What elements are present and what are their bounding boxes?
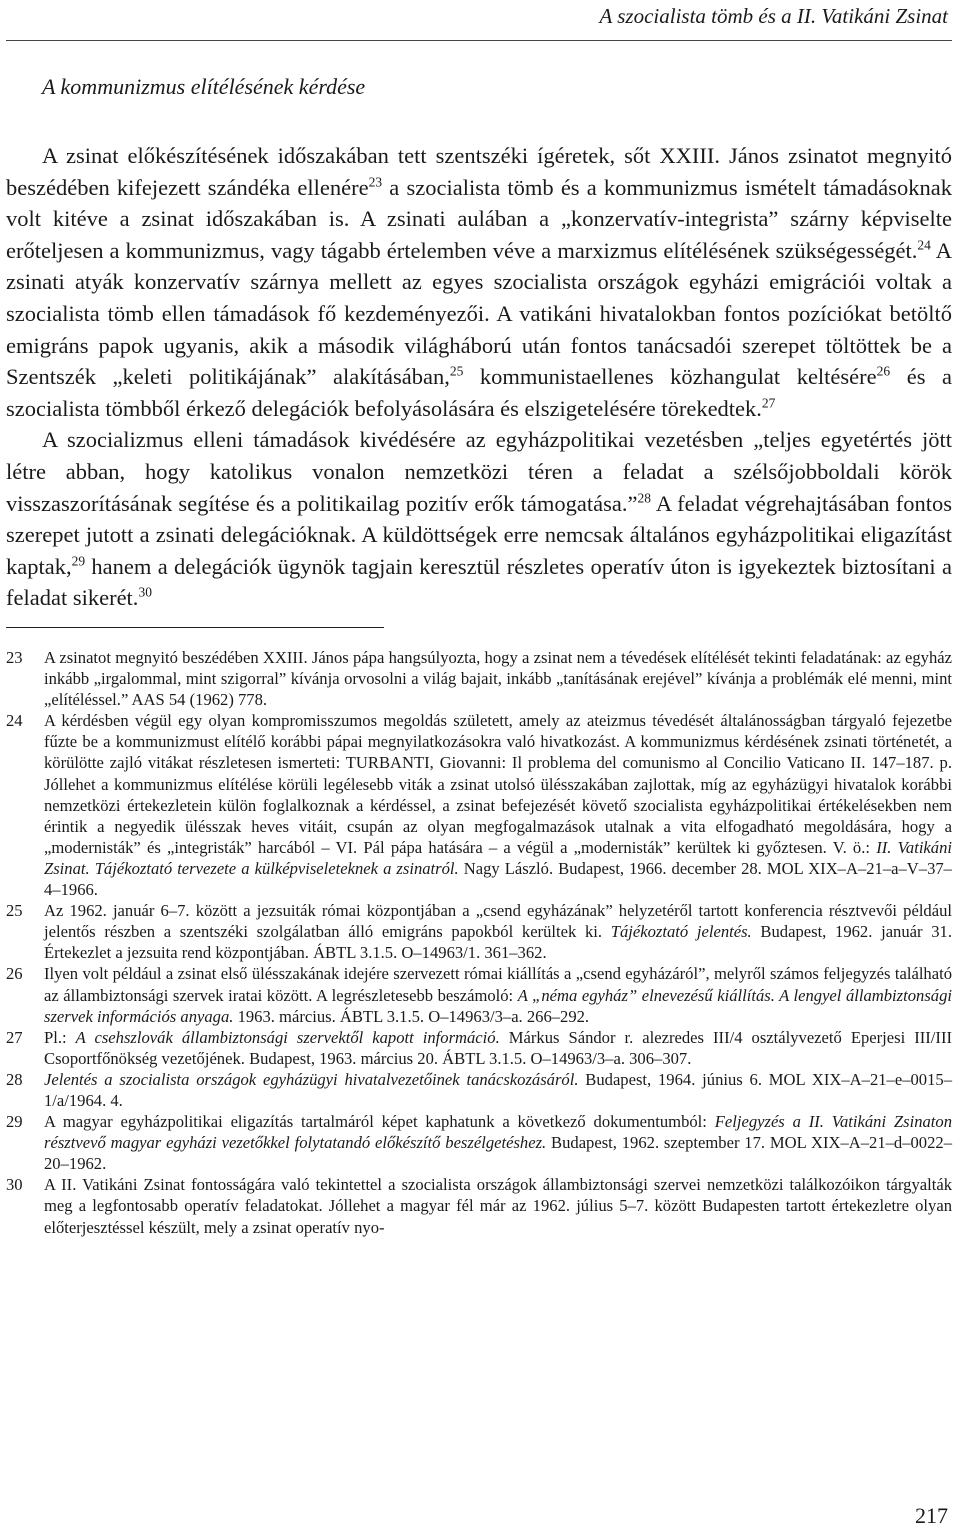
italic-title: Feljegyzés a II. Vatikáni Zsinaton résztvevő magyar egyházi vezetőkkel folytatandó előkészítő beszélgetéshez.: [44, 1112, 953, 1153]
text-run: Budapest, 1962. szeptember 17. MOL XIX–A–21–d–0022–20–1962.: [44, 1133, 952, 1174]
footnote-text: [44, 1111, 952, 1174]
footnote-number: 28: [6, 1069, 23, 1089]
footnotes: [6, 647, 952, 1238]
footnote-text: [44, 963, 952, 1026]
text-run: A zsinatot megnyitó beszédében XXIII. János pápa hangsúlyozta, hogy a zsinat nem a tévedések elítélését tekinti feladatának: az egyház inkább „irgalommal, mint szigorral” kívánja orvosolni a világ bajait, inkább „tanításának erejével” kívánja a problémák elé menni, mint „elítéléssel.” AAS 54 (1962) 778.: [44, 648, 952, 710]
footnote-text: [44, 647, 952, 710]
page-number: 217: [915, 1503, 948, 1528]
footnote-ref-24[interactable]: 24: [917, 237, 931, 253]
italic-title: Jelentés a szocialista országok egyházügyi hivatalvezetőinek tanácskozásáról.: [44, 1069, 579, 1089]
footnote-ref-28[interactable]: 28: [637, 490, 651, 506]
footnote-23: [6, 647, 952, 710]
text-run: A magyar egyházpolitikai eligazítás tartalmáról képet kaphatunk a következő dokumentumból:: [44, 1112, 715, 1132]
body-text: [6, 140, 952, 614]
footnote-rule: [6, 627, 384, 628]
footnote-number: 26: [6, 964, 23, 984]
footnote-29: [6, 1111, 952, 1174]
footnote-28: [6, 1069, 952, 1111]
footnote-text: [44, 1069, 952, 1111]
footnote-number: 24: [6, 711, 23, 731]
text-run: 1963. március. ÁBTL 3.1.5. O–14963/3–a. 266–292.: [233, 1006, 590, 1026]
footnote-30: [6, 1174, 952, 1237]
footnote-number: 27: [6, 1027, 23, 1047]
text-run: Nagy László. Budapest, 1966. december 28. MOL XIX–A–21–a–V–37–4–1966.: [44, 858, 952, 900]
footnote-text: [44, 900, 952, 963]
text-run: és a szocialista tömbből érkező delegációk befolyásolására és elszigetelésére törekedtek.: [6, 364, 952, 421]
text-run: a szocialista tömb és a kommunizmus ismételt támadásoknak volt kitéve a zsinat időszakában is. A zsinati aulában a „konzervatív-integrista” szárny képviselte erőteljesen a kommunizmus, vagy tágabb értelemben véve a marxizmus elítélésének szükségességét.: [6, 174, 953, 263]
footnote-number: 25: [6, 901, 23, 921]
text-run: A feladat végrehajtásában fontos szerepet jutott a zsinati delegációknak. A küldöttségek erre nemcsak általános egyházpolitikai eligazítást kaptak,: [6, 490, 952, 579]
footnote-27: [6, 1027, 952, 1069]
text-run: Budapest, 1964. június 6. MOL XIX–A–21–e–0015–1/a/1964. 4.: [44, 1069, 952, 1110]
header-rule: [6, 40, 952, 41]
text-run: Ilyen volt például a zsinat első ülésszakának idejére szervezett római kiállítás a „csend egyházáról”, melyről számos feljegyzés található az állambiztonsági szervek iratai között. A legrészletesebb beszámoló:: [44, 964, 952, 1005]
footnote-ref-27[interactable]: 27: [761, 395, 776, 411]
footnote-text: [44, 1174, 952, 1237]
text-run: A II. Vatikáni Zsinat fontosságára való tekintettel a szocialista országok állambiztonsági szervei nemzetközi találkozóikon tárgyalták meg a legfontosabb operatív feladatokat. Jóllehet a magyar fél már az 1962. július 5–7. között Budapesten tartott értekezletre olyan előterjesztéssel készült, mely a zsinat operatív nyo-: [44, 1175, 952, 1237]
text-run: A zsinat előkészítésének időszakában tett szentszéki ígéretek, sőt XXIII. János zsinatot megnyitó beszédében kifejezett szándéka ellenére: [6, 143, 952, 200]
italic-title: A „néma egyház” elnevezésű kiállítás. A lengyel állambiztonsági szervek információs anyaga.: [44, 985, 952, 1026]
footnote-ref-26[interactable]: 26: [876, 363, 891, 379]
footnote-ref-23[interactable]: 23: [368, 174, 383, 190]
footnote-text: [44, 710, 952, 900]
text-run: A kérdésben végül egy olyan kompromisszumos megoldás született, amely az ateizmus tévedését általánosságban tárgyaló fejezetbe fűzte be a kommunizmust elítélő korábbi pápai megnyilatkozásokra való hivatkozást. A kommunizmus kérdésének zsinati történetét, a körülötte zajló vitákat részletesen ismerteti: TURBANTI, Giovanni: Il problema del comunismo al Concilio Vaticano II. 147–187. p. Jóllehet a kommunizmus elítélése körüli legélesebb viták a zsinat utolsó ülésszakában zajlottak, míg az egyházügyi hivatalok korábbi nemzetközi értekezletein külön foglalkoznak a kérdéssel, a zsinat befejezését követő szocialista egyházpolitikai értékelésekben nem érintik a negyedik ülésszak heves vitáit, csupán az olyan megfogalmazások utalnak a vita elfogadható megoldására, hogy a „modernisták” és „integristák” harcából – VI. Pál pápa hatására – a végül a „modernisták” kerültek ki győztesen. V. ö.:: [44, 711, 952, 857]
italic-title: Tájékoztató jelentés.: [610, 922, 752, 942]
footnote-number: 23: [6, 648, 23, 667]
text-run: hanem a delegációk ügynök tagjain keresztül részletes operatív úton is igyekeztek biztosítani a feladat sikerét.: [6, 553, 952, 611]
footnote-number: 30: [6, 1175, 23, 1195]
text-run: Budapest, 1962. január 31. Értekezlet a jezsuita rend központjában. ÁBTL 3.1.5. O–14963/1. 361–362.: [44, 922, 952, 963]
text-run: A zsinati atyák konzervatív szárnya mellett az egyes szocialista országok egyházi emigrációi voltak a szocialista tömb ellen támadások fő kezdeményezői. A vatikáni hivatalokban fontos pozíciókat betöltő emigráns papok ugyanis, akik a második világháború után fontos tanácsadói szerepet töltöttek be a Szentszék „keleti politikájának” alakításában,: [6, 237, 952, 390]
footnote-ref-30[interactable]: 30: [138, 584, 152, 600]
text-run: Pl.:: [44, 1027, 76, 1047]
footnote-ref-25[interactable]: 25: [449, 363, 464, 379]
italic-title: II. Vatikáni Zsinat. Tájékoztató tervezete a külképviseleteknek a zsinatról.: [44, 837, 952, 878]
footnote-24: [6, 710, 952, 900]
footnote-ref-29[interactable]: 29: [71, 553, 86, 569]
paragraph-2: [6, 424, 952, 614]
footnote-number: 29: [6, 1112, 23, 1132]
text-run: kommunistaellenes közhangulat keltésére: [463, 364, 877, 390]
footnote-26: [6, 963, 952, 1026]
text-run: Az 1962. január 6–7. között a jezsuiták római központjában a „csend egyházának” helyzetéről tartott konferencia résztvevői például jelentős részben a szentszéki szolgálatban álló emigráns papokból kerültek ki.: [44, 901, 952, 942]
paragraph-1: [6, 140, 952, 424]
running-header: A szocialista tömb és a II. Vatikáni Zsinat: [599, 4, 948, 28]
italic-title: A csehszlovák állambiztonsági szervektől kapott információ.: [75, 1027, 500, 1047]
footnote-25: [6, 900, 952, 963]
section-title: A kommunizmus elítélésének kérdése: [42, 74, 366, 99]
text-run: Márkus Sándor r. alezredes III/4 osztályvezető Eperjesi III/III Csoportfőnökség vezetőjének. Budapest, 1963. március 20. ÁBTL 3.1.5. O–14963/3–a. 306–307.: [44, 1027, 952, 1068]
text-run: A szocializmus elleni támadások kivédésére az egyházpolitikai vezetésben „teljes egyetértés jött létre abban, hogy katolikus vonalon nemzetközi téren a feladat a szélsőjobboldali körök visszaszorításának segítése és a politikailag pozitív erők támogatása.”: [6, 427, 952, 516]
footnote-text: [44, 1027, 952, 1069]
